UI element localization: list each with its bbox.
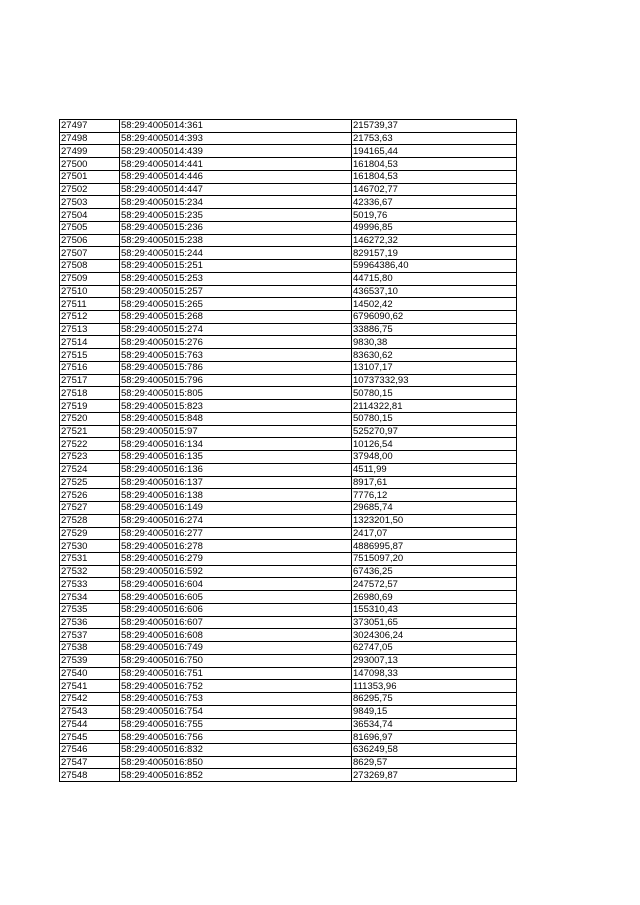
table-row: [60, 705, 517, 718]
value-cell: 5019,76: [352, 209, 517, 222]
row-number-cell: 27507: [60, 247, 120, 260]
cadastral-number-cell: 58:29:4005015:251: [120, 260, 352, 273]
cadastral-number-cell: 58:29:4005016:754: [120, 705, 352, 718]
cadastral-number-cell: 58:29:4005015:823: [120, 400, 352, 413]
cadastral-number-cell: 58:29:4005016:832: [120, 743, 352, 756]
row-number-cell: 27514: [60, 336, 120, 349]
cadastral-number-cell: 58:29:4005016:134: [120, 438, 352, 451]
row-number-cell: 27513: [60, 323, 120, 336]
cadastral-number-cell: 58:29:4005016:753: [120, 693, 352, 706]
value-cell: 373051,65: [352, 616, 517, 629]
row-number-cell: 27524: [60, 463, 120, 476]
row-number-cell: 27521: [60, 425, 120, 438]
value-cell: 436537,10: [352, 285, 517, 298]
table-row: [60, 743, 517, 756]
value-cell: 1323201,50: [352, 514, 517, 527]
row-number-cell: 27498: [60, 132, 120, 145]
value-cell: 636249,58: [352, 743, 517, 756]
row-number-cell: 27520: [60, 412, 120, 425]
cadastral-number-cell: 58:29:4005014:361: [120, 120, 352, 133]
table-row: [60, 209, 517, 222]
row-number-cell: 27505: [60, 221, 120, 234]
cadastral-number-cell: 58:29:4005015:265: [120, 298, 352, 311]
cadastral-number-cell: 58:29:4005014:393: [120, 132, 352, 145]
value-cell: 8629,57: [352, 756, 517, 769]
row-number-cell: 27546: [60, 743, 120, 756]
row-number-cell: 27538: [60, 642, 120, 655]
cadastral-number-cell: 58:29:4005015:796: [120, 374, 352, 387]
table-row: [60, 718, 517, 731]
data-table: [59, 119, 517, 782]
cadastral-number-cell: 58:29:4005015:235: [120, 209, 352, 222]
value-cell: 21753,63: [352, 132, 517, 145]
table-row: [60, 502, 517, 515]
table-body: [60, 120, 517, 782]
table-row: [60, 451, 517, 464]
row-number-cell: 27533: [60, 578, 120, 591]
table-row: [60, 463, 517, 476]
value-cell: 7776,12: [352, 489, 517, 502]
table-row: [60, 514, 517, 527]
value-cell: 194165,44: [352, 145, 517, 158]
cadastral-number-cell: 58:29:4005015:236: [120, 221, 352, 234]
cadastral-number-cell: 58:29:4005016:750: [120, 654, 352, 667]
value-cell: 6796090,62: [352, 311, 517, 324]
value-cell: 13107,17: [352, 361, 517, 374]
row-number-cell: 27543: [60, 705, 120, 718]
row-number-cell: 27542: [60, 693, 120, 706]
row-number-cell: 27531: [60, 552, 120, 565]
row-number-cell: 27500: [60, 158, 120, 171]
value-cell: 293007,13: [352, 654, 517, 667]
table-row: [60, 311, 517, 324]
value-cell: 9849,15: [352, 705, 517, 718]
row-number-cell: 27501: [60, 170, 120, 183]
row-number-cell: 27528: [60, 514, 120, 527]
row-number-cell: 27525: [60, 476, 120, 489]
value-cell: 8917,61: [352, 476, 517, 489]
table-row: [60, 132, 517, 145]
table-row: [60, 387, 517, 400]
row-number-cell: 27518: [60, 387, 120, 400]
value-cell: 49996,85: [352, 221, 517, 234]
table-row: [60, 680, 517, 693]
row-number-cell: 27515: [60, 349, 120, 362]
table-row: [60, 654, 517, 667]
cadastral-number-cell: 58:29:4005014:446: [120, 170, 352, 183]
row-number-cell: 27523: [60, 451, 120, 464]
row-number-cell: 27540: [60, 667, 120, 680]
value-cell: 2417,07: [352, 527, 517, 540]
cadastral-number-cell: 58:29:4005014:439: [120, 145, 352, 158]
cadastral-number-cell: 58:29:4005015:238: [120, 234, 352, 247]
value-cell: 10737332,93: [352, 374, 517, 387]
cadastral-number-cell: 58:29:4005016:755: [120, 718, 352, 731]
table-row: [60, 120, 517, 133]
value-cell: 215739,37: [352, 120, 517, 133]
cadastral-number-cell: 58:29:4005015:805: [120, 387, 352, 400]
value-cell: 273269,87: [352, 769, 517, 782]
table-row: [60, 285, 517, 298]
value-cell: 50780,15: [352, 387, 517, 400]
cadastral-number-cell: 58:29:4005016:605: [120, 591, 352, 604]
cadastral-number-cell: 58:29:4005015:253: [120, 272, 352, 285]
value-cell: 3024306,24: [352, 629, 517, 642]
row-number-cell: 27519: [60, 400, 120, 413]
row-number-cell: 27502: [60, 183, 120, 196]
value-cell: 62747,05: [352, 642, 517, 655]
cadastral-number-cell: 58:29:4005016:135: [120, 451, 352, 464]
cadastral-number-cell: 58:29:4005015:786: [120, 361, 352, 374]
cadastral-number-cell: 58:29:4005016:279: [120, 552, 352, 565]
cadastral-number-cell: 58:29:4005015:276: [120, 336, 352, 349]
cadastral-number-cell: 58:29:4005015:763: [120, 349, 352, 362]
table-row: [60, 170, 517, 183]
table-row: [60, 667, 517, 680]
value-cell: 161804,53: [352, 170, 517, 183]
cadastral-number-cell: 58:29:4005016:756: [120, 731, 352, 744]
value-cell: 829157,19: [352, 247, 517, 260]
table-row: [60, 336, 517, 349]
cadastral-number-cell: 58:29:4005015:257: [120, 285, 352, 298]
table-row: [60, 616, 517, 629]
row-number-cell: 27537: [60, 629, 120, 642]
value-cell: 50780,15: [352, 412, 517, 425]
value-cell: 7515097,20: [352, 552, 517, 565]
row-number-cell: 27527: [60, 502, 120, 515]
cadastral-number-cell: 58:29:4005014:441: [120, 158, 352, 171]
value-cell: 42336,67: [352, 196, 517, 209]
cadastral-number-cell: 58:29:4005016:277: [120, 527, 352, 540]
cadastral-number-cell: 58:29:4005015:274: [120, 323, 352, 336]
cadastral-number-cell: 58:29:4005014:447: [120, 183, 352, 196]
table-row: [60, 642, 517, 655]
value-cell: 161804,53: [352, 158, 517, 171]
table-row: [60, 731, 517, 744]
table-row: [60, 540, 517, 553]
row-number-cell: 27548: [60, 769, 120, 782]
row-number-cell: 27509: [60, 272, 120, 285]
cadastral-number-cell: 58:29:4005016:278: [120, 540, 352, 553]
table-row: [60, 489, 517, 502]
cadastral-number-cell: 58:29:4005016:592: [120, 565, 352, 578]
cadastral-number-cell: 58:29:4005016:752: [120, 680, 352, 693]
table-row: [60, 578, 517, 591]
row-number-cell: 27544: [60, 718, 120, 731]
row-number-cell: 27510: [60, 285, 120, 298]
row-number-cell: 27499: [60, 145, 120, 158]
row-number-cell: 27503: [60, 196, 120, 209]
row-number-cell: 27522: [60, 438, 120, 451]
value-cell: 4886995,87: [352, 540, 517, 553]
value-cell: 146272,32: [352, 234, 517, 247]
table-row: [60, 629, 517, 642]
row-number-cell: 27504: [60, 209, 120, 222]
table-row: [60, 591, 517, 604]
row-number-cell: 27508: [60, 260, 120, 273]
row-number-cell: 27534: [60, 591, 120, 604]
row-number-cell: 27536: [60, 616, 120, 629]
value-cell: 44715,80: [352, 272, 517, 285]
row-number-cell: 27529: [60, 527, 120, 540]
cadastral-number-cell: 58:29:4005016:604: [120, 578, 352, 591]
table-row: [60, 183, 517, 196]
row-number-cell: 27517: [60, 374, 120, 387]
cadastral-number-cell: 58:29:4005016:136: [120, 463, 352, 476]
value-cell: 26980,69: [352, 591, 517, 604]
table-row: [60, 438, 517, 451]
row-number-cell: 27506: [60, 234, 120, 247]
row-number-cell: 27530: [60, 540, 120, 553]
value-cell: 247572,57: [352, 578, 517, 591]
value-cell: 9830,38: [352, 336, 517, 349]
table-row: [60, 221, 517, 234]
table-row: [60, 234, 517, 247]
value-cell: 155310,43: [352, 603, 517, 616]
row-number-cell: 27512: [60, 311, 120, 324]
table-row: [60, 425, 517, 438]
value-cell: 111353,96: [352, 680, 517, 693]
value-cell: 81696,97: [352, 731, 517, 744]
value-cell: 2114322,81: [352, 400, 517, 413]
table-row: [60, 756, 517, 769]
row-number-cell: 27511: [60, 298, 120, 311]
cadastral-number-cell: 58:29:4005016:606: [120, 603, 352, 616]
cadastral-number-cell: 58:29:4005016:274: [120, 514, 352, 527]
table-row: [60, 603, 517, 616]
table-row: [60, 323, 517, 336]
value-cell: 59964386,40: [352, 260, 517, 273]
table-row: [60, 272, 517, 285]
table-row: [60, 349, 517, 362]
cadastral-number-cell: 58:29:4005016:751: [120, 667, 352, 680]
value-cell: 86295,75: [352, 693, 517, 706]
value-cell: 83630,62: [352, 349, 517, 362]
cadastral-number-cell: 58:29:4005015:97: [120, 425, 352, 438]
cadastral-number-cell: 58:29:4005016:850: [120, 756, 352, 769]
table-row: [60, 374, 517, 387]
value-cell: 525270,97: [352, 425, 517, 438]
table-row: [60, 476, 517, 489]
value-cell: 67436,25: [352, 565, 517, 578]
cadastral-number-cell: 58:29:4005016:607: [120, 616, 352, 629]
table-row: [60, 527, 517, 540]
cadastral-number-cell: 58:29:4005015:268: [120, 311, 352, 324]
cadastral-number-cell: 58:29:4005015:848: [120, 412, 352, 425]
value-cell: 10126,54: [352, 438, 517, 451]
value-cell: 146702,77: [352, 183, 517, 196]
cadastral-number-cell: 58:29:4005015:234: [120, 196, 352, 209]
row-number-cell: 27516: [60, 361, 120, 374]
cadastral-number-cell: 58:29:4005016:749: [120, 642, 352, 655]
table-row: [60, 565, 517, 578]
value-cell: 147098,33: [352, 667, 517, 680]
table-row: [60, 400, 517, 413]
row-number-cell: 27497: [60, 120, 120, 133]
row-number-cell: 27532: [60, 565, 120, 578]
cadastral-number-cell: 58:29:4005016:138: [120, 489, 352, 502]
row-number-cell: 27547: [60, 756, 120, 769]
row-number-cell: 27539: [60, 654, 120, 667]
table-row: [60, 693, 517, 706]
value-cell: 14502,42: [352, 298, 517, 311]
value-cell: 36534,74: [352, 718, 517, 731]
row-number-cell: 27541: [60, 680, 120, 693]
table-row: [60, 361, 517, 374]
table-row: [60, 196, 517, 209]
cadastral-number-cell: 58:29:4005016:149: [120, 502, 352, 515]
table-row: [60, 247, 517, 260]
table-row: [60, 769, 517, 782]
cadastral-number-cell: 58:29:4005015:244: [120, 247, 352, 260]
value-cell: 29685,74: [352, 502, 517, 515]
table-row: [60, 552, 517, 565]
table-row: [60, 298, 517, 311]
value-cell: 4511,99: [352, 463, 517, 476]
table-row: [60, 412, 517, 425]
value-cell: 37948,00: [352, 451, 517, 464]
table-row: [60, 260, 517, 273]
cadastral-number-cell: 58:29:4005016:137: [120, 476, 352, 489]
cadastral-number-cell: 58:29:4005016:608: [120, 629, 352, 642]
value-cell: 33886,75: [352, 323, 517, 336]
table-row: [60, 145, 517, 158]
row-number-cell: 27545: [60, 731, 120, 744]
row-number-cell: 27535: [60, 603, 120, 616]
cadastral-number-cell: 58:29:4005016:852: [120, 769, 352, 782]
table-row: [60, 158, 517, 171]
row-number-cell: 27526: [60, 489, 120, 502]
